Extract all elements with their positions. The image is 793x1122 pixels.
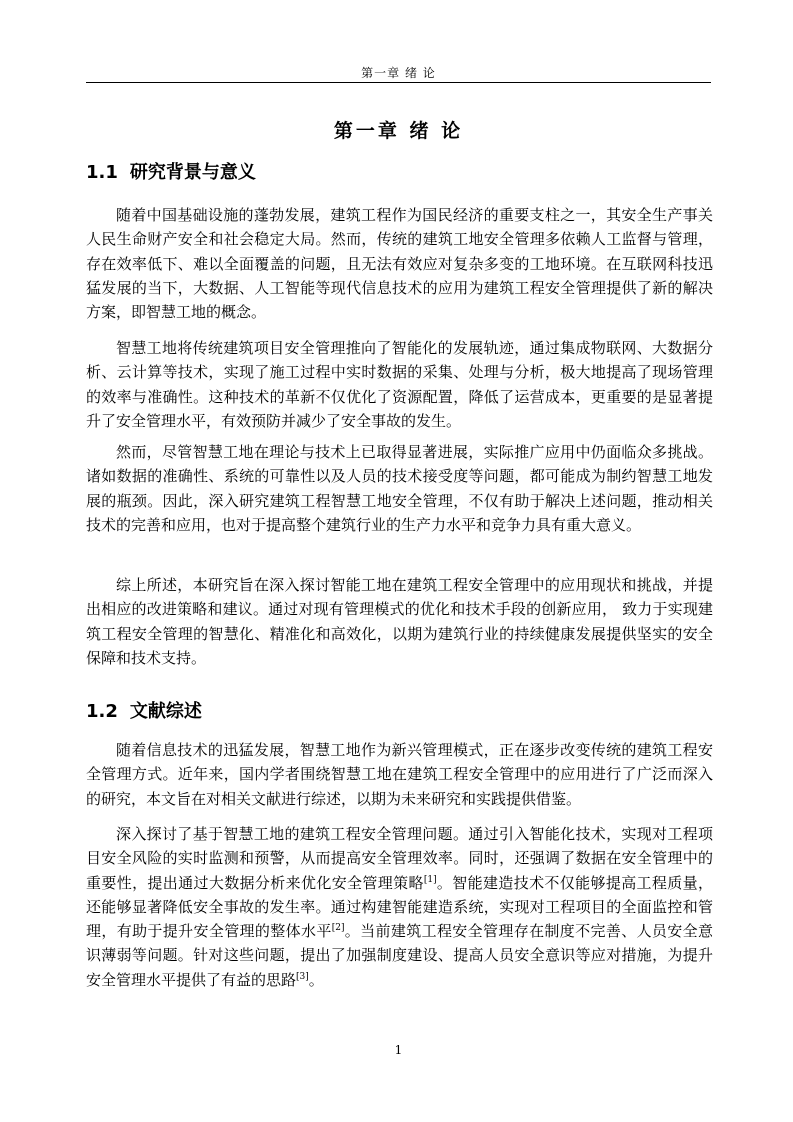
header-rule bbox=[86, 82, 711, 83]
paragraph-text: 。智能建造技术不仅能够提高工程质量，还能够显著降低安全事故的发生率。通过构建智能建造系统，实现对工程项目的全面监控和管理，有助于提升安全管理的整体水平 bbox=[86, 873, 713, 941]
section-title: 研究背景与意义 bbox=[129, 162, 256, 183]
citation-ref: [1] bbox=[423, 874, 437, 885]
paragraph-text: 深入探讨了基于智慧工地的建筑工程安全管理问题。通过引入智能化技术，实现对工程项目安全风险的实时监测和预警，从而提高安全管理效率。同时，还强调了数据在安全管理中的重要性，提出通过大数据分析来优化安全管理策略 bbox=[86, 825, 713, 892]
running-header: 第一章 绪 论 bbox=[361, 66, 436, 80]
citation-ref: [3] bbox=[296, 971, 309, 982]
section-number: 1.1 bbox=[86, 162, 118, 183]
section-heading-1-1 bbox=[86, 158, 256, 184]
section-number: 1.2 bbox=[86, 701, 118, 722]
paragraph-text: 。 bbox=[308, 970, 324, 989]
paragraph: 随着信息技术的迅猛发展，智慧工地作为新兴管理模式，正在逐步改变传统的建筑工程安全管理方式。近年来，国内学者围绕智慧工地在建筑工程安全管理中的应用进行了广泛而深入的研究，本文旨在对相关文献进行综述，以期为未来研究和实践提供借鉴。 bbox=[86, 741, 713, 808]
paragraph: 随着中国基础设施的蓬勃发展，建筑工程作为国民经济的重要支柱之一，其安全生产事关人民生命财产安全和社会稳定大局。然而，传统的建筑工地安全管理多依赖人工监督与管理，存在效率低下、难以全面覆盖的问题，且无法有效应对复杂多变的工地环境。在互联网科技迅猛发展的当下，大数据、人工智能等现代信息技术的应用为建筑工程安全管理提供了新的解决方案，即智慧工地的概念。 bbox=[86, 206, 713, 322]
chapter-title: 第一章 绪 论 bbox=[333, 120, 464, 142]
paragraph: 然而，尽管智慧工地在理论与技术上已取得显著进展，实际推广应用中仍面临众多挑战。诸如数据的准确性、系统的可靠性以及人员的技术接受度等问题，都可能成为制约智慧工地发展的瓶颈。因此，深入研究建筑工程智慧工地安全管理，不仅有助于解决上述问题，推动相关技术的完善和应用，也对于提高整个建筑行业的生产力水平和竞争力具有重大意义。 bbox=[86, 443, 713, 534]
paragraph: 智慧工地将传统建筑项目安全管理推向了智能化的发展轨迹，通过集成物联网、大数据分析、云计算等技术，实现了施工过程中实时数据的采集、处理与分析，极大地提高了现场管理的效率与准确性。这种技术的革新不仅优化了资源配置，降低了运营成本，更重要的是显著提升了安全管理水平，有效预防并减少了安全事故的发生。 bbox=[86, 339, 713, 430]
section-title: 文献综述 bbox=[129, 701, 202, 722]
page-number: 1 bbox=[394, 1043, 403, 1057]
paragraph: 综上所述，本研究旨在深入探讨智能工地在建筑工程安全管理中的应用现状和挑战，并提出相应的改进策略和建议。通过对现有管理模式的优化和技术手段的创新应用， 致力于实现建筑工程安全管理的智慧化、精准化和高效化，以期为建筑行业的持续健康发展提供坚实的安全保障和技术支持。 bbox=[86, 576, 713, 667]
citation-ref: [2] bbox=[331, 923, 345, 934]
section-heading-1-2 bbox=[86, 697, 202, 723]
paragraph-text: 。当前建筑工程安全管理存在制度不完善、人员安全意识薄弱等问题。针对这些问题，提出了加强制度建设、提高人员安全意识等应对措施，为提升安全管理水平提供了有益的思路 bbox=[86, 922, 713, 989]
paragraph-with-citations bbox=[86, 822, 713, 992]
